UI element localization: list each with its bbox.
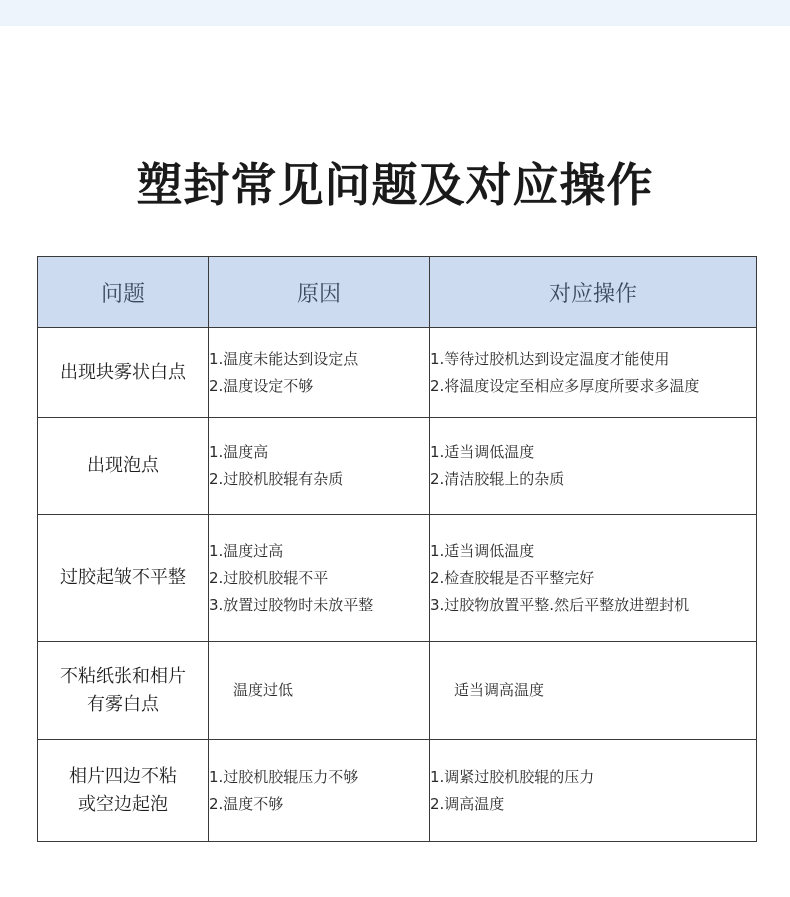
table-header-row: [38, 257, 757, 328]
cause-item: 1.温度未能达到设定点: [209, 349, 359, 368]
cause-cell: [209, 642, 430, 740]
action-cell: [430, 740, 757, 842]
cause-item: 3.放置过胶物时未放平整: [209, 595, 374, 614]
cause-cell: [209, 328, 430, 418]
table-row: [38, 515, 757, 642]
cause-item: 2.过胶机胶辊有杂质: [209, 470, 344, 488]
faq-table: [37, 256, 757, 842]
page-title: 塑封常见问题及对应操作: [136, 158, 654, 212]
problem-text: 不粘纸张和相片: [60, 665, 186, 687]
problem-cell: [38, 418, 209, 515]
cause-cell: [209, 515, 430, 642]
cause-item: 温度过低: [233, 681, 294, 699]
header-problem: 问题: [38, 257, 209, 328]
problem-text: 有雾白点: [87, 693, 159, 715]
top-band: [0, 0, 790, 26]
cause-item: 2.过胶机胶辊不平: [209, 568, 329, 587]
action-item: 1.适当调低温度: [430, 443, 535, 461]
problem-cell: [38, 740, 209, 842]
problem-text: 相片四边不粘: [69, 765, 177, 787]
action-item: 2.将温度设定至相应多厚度所要求多温度: [430, 376, 700, 395]
problem-cell: [38, 328, 209, 418]
table-row: [38, 642, 757, 740]
action-cell: [430, 418, 757, 515]
action-item: 1.调紧过胶机胶辊的压力: [430, 767, 595, 786]
table-row: [38, 740, 757, 842]
cause-item: 1.过胶机胶辊压力不够: [209, 767, 359, 786]
cause-item: 1.温度过高: [209, 541, 284, 560]
table-row: [38, 418, 757, 515]
action-cell: [430, 515, 757, 642]
action-item: 1.适当调低温度: [430, 541, 535, 560]
problem-text: 过胶起皱不平整: [60, 567, 186, 588]
cause-item: 2.温度设定不够: [209, 376, 314, 395]
action-cell: [430, 328, 757, 418]
action-item: 适当调高温度: [454, 681, 545, 699]
problem-text: 出现块雾状白点: [60, 361, 186, 383]
cause-item: 1.温度高: [209, 443, 269, 461]
action-item: 1.等待过胶机达到设定温度才能使用: [430, 349, 670, 368]
problem-text: 或空边起泡: [78, 793, 168, 815]
action-item: 2.检查胶辊是否平整完好: [430, 568, 595, 587]
cause-cell: [209, 740, 430, 842]
problem-text: 出现泡点: [87, 455, 159, 476]
problem-cell: [38, 642, 209, 740]
action-item: 3.过胶物放置平整.然后平整放进塑封机: [430, 595, 690, 614]
header-cause: 原因: [209, 257, 430, 328]
cause-cell: [209, 418, 430, 515]
header-action: 对应操作: [430, 257, 757, 328]
problem-cell: [38, 515, 209, 642]
action-item: 2.调高温度: [430, 794, 505, 813]
table-row: [38, 328, 757, 418]
action-item: 2.清洁胶辊上的杂质: [430, 470, 565, 488]
action-cell: [430, 642, 757, 740]
cause-item: 2.温度不够: [209, 794, 284, 813]
